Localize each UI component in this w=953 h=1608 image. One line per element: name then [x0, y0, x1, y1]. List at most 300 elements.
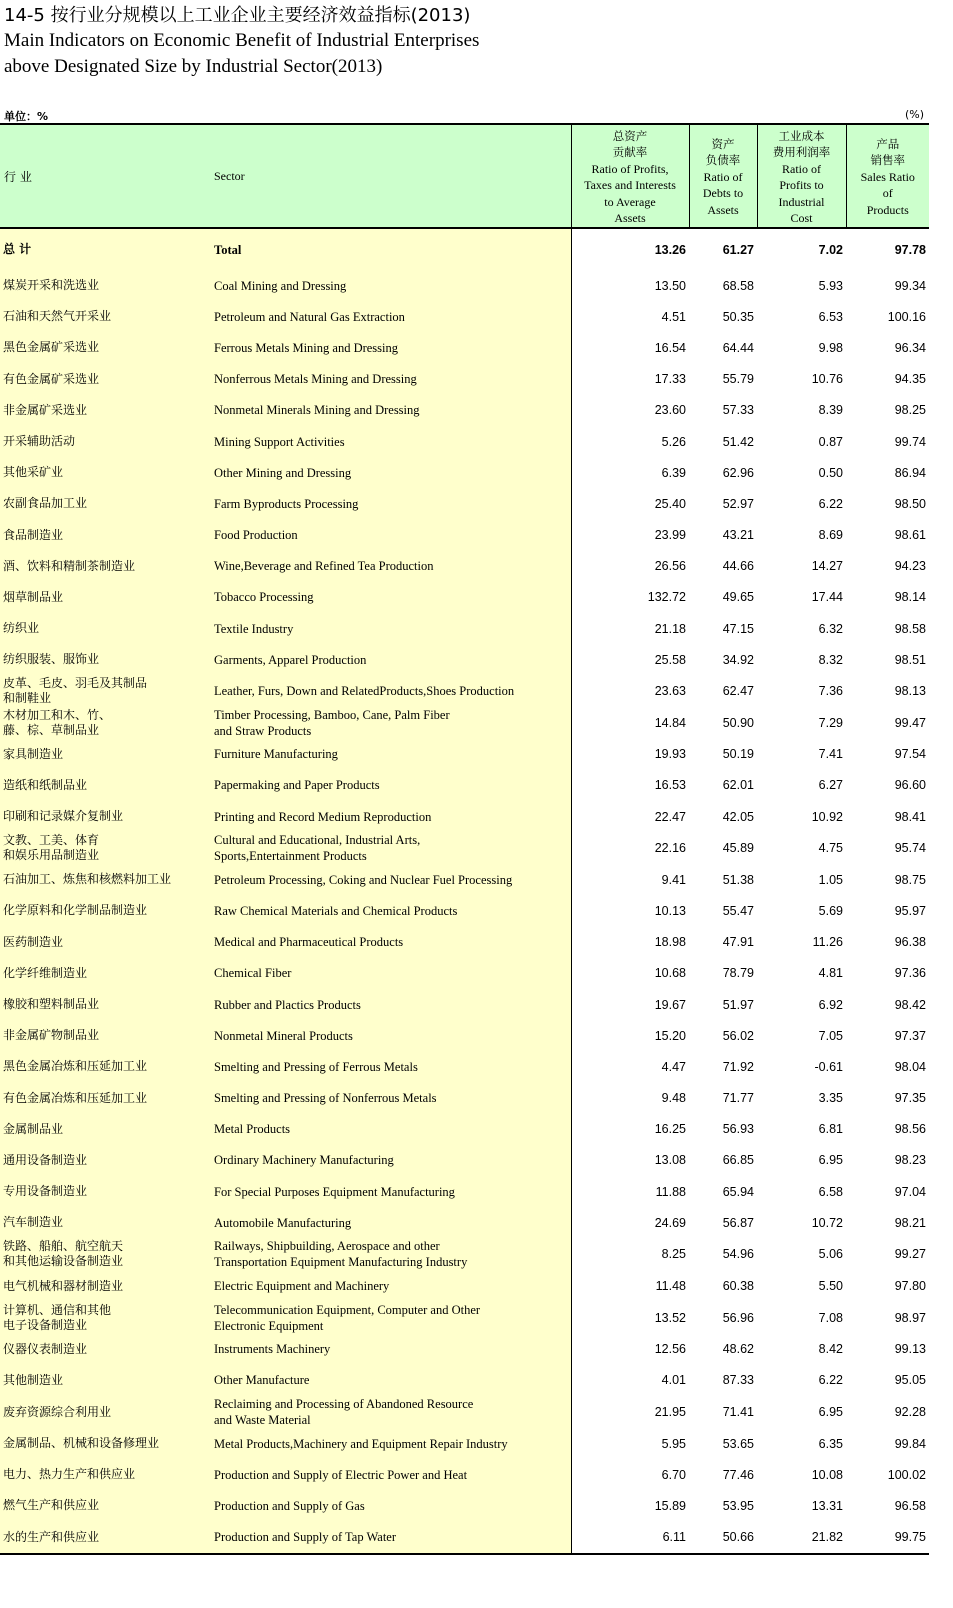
- table-row: [0, 1176, 929, 1207]
- table-row: [0, 301, 929, 332]
- sector-name-cn: 通用设备制造业: [0, 1145, 210, 1176]
- title-block: [4, 4, 479, 80]
- total-assets-contribution-value: 4.47: [661, 1059, 686, 1074]
- sector-name-cn: 铁路、船舶、航空航天 和其他运输设备制造业: [0, 1238, 210, 1270]
- sales-ratio-value: 99.13: [894, 1342, 926, 1357]
- sales-ratio-value: 97.04: [894, 1184, 926, 1199]
- profit-cost-ratio-value: 10.76: [811, 372, 843, 387]
- total-assets-contribution-value: 6.39: [661, 465, 686, 480]
- table-row: [0, 457, 929, 488]
- table-row: [0, 395, 929, 426]
- sector-name-cn: 纺织服装、服饰业: [0, 644, 210, 675]
- sales-ratio-value: 98.25: [894, 403, 926, 418]
- sector-name-cn: 燃气生产和供应业: [0, 1490, 210, 1521]
- profit-cost-ratio-value: 6.81: [818, 1122, 843, 1137]
- debt-ratio-value: 51.38: [722, 872, 754, 887]
- page-title-en-line2: above Designated Size by Industrial Sector(2013): [4, 56, 383, 77]
- table-row: [0, 1083, 929, 1114]
- unit-label-en: (%): [904, 108, 924, 121]
- debt-ratio-value: 68.58: [722, 278, 754, 293]
- profit-cost-ratio-value: -0.61: [814, 1059, 843, 1074]
- sector-name-cn: 非金属矿物制品业: [0, 1020, 210, 1051]
- total-assets-contribution-value: 23.60: [654, 403, 686, 418]
- total-assets-contribution-value: 24.69: [654, 1215, 686, 1230]
- total-assets-contribution-value: 25.58: [654, 652, 686, 667]
- sector-name-cn: 有色金属冶炼和压延加工业: [0, 1083, 210, 1114]
- total-assets-contribution-value: 19.93: [654, 747, 686, 762]
- debt-ratio-value: 52.97: [722, 496, 754, 511]
- table-row: [0, 364, 929, 395]
- sector-name-cn: 化学纤维制造业: [0, 958, 210, 989]
- table-row: [0, 1365, 929, 1396]
- total-assets-contribution-value: 14.84: [654, 715, 686, 730]
- table-row: [0, 707, 929, 739]
- total-assets-contribution-value: 9.48: [661, 1091, 686, 1106]
- debt-ratio-value: 57.33: [722, 403, 754, 418]
- sector-name-cn: 开采辅助活动: [0, 426, 210, 457]
- sector-name-cn: 纺织业: [0, 613, 210, 644]
- sales-ratio-value: 98.04: [894, 1059, 926, 1074]
- debt-ratio-value: 56.02: [722, 1028, 754, 1043]
- table-row: [0, 1334, 929, 1365]
- sales-ratio-value: 98.13: [894, 684, 926, 699]
- header-sales-ratio: [846, 124, 929, 228]
- sector-name-en: Metal Products: [210, 1114, 571, 1145]
- table-row: [0, 675, 929, 706]
- debt-ratio-value: 62.47: [722, 684, 754, 699]
- sector-name-cn: 电力、热力生产和供应业: [0, 1459, 210, 1490]
- debt-ratio-value: 87.33: [722, 1373, 754, 1388]
- profit-cost-ratio-value: 6.95: [818, 1405, 843, 1419]
- table-row: [0, 1020, 929, 1051]
- sector-name-en: Textile Industry: [210, 613, 571, 644]
- profit-cost-ratio-value: 5.69: [818, 903, 843, 918]
- header-sector-en: Sector: [210, 124, 571, 228]
- sector-name-cn: 印刷和记录媒介复制业: [0, 801, 210, 832]
- sector-name-en: Printing and Record Medium Reproduction: [210, 801, 571, 832]
- sector-name-en: Petroleum and Natural Gas Extraction: [210, 301, 571, 332]
- profit-cost-ratio-value: 17.44: [811, 590, 843, 605]
- profit-cost-ratio-value: 1.05: [818, 872, 843, 887]
- debt-ratio-value: 53.95: [722, 1498, 754, 1513]
- total-assets-contribution-value: 10.68: [654, 966, 686, 981]
- table-row: [0, 927, 929, 958]
- profit-cost-ratio-value: 7.08: [818, 1310, 843, 1325]
- sector-name-en: Papermaking and Paper Products: [210, 770, 571, 801]
- sector-name-en: Production and Supply of Electric Power and Heat: [210, 1459, 571, 1490]
- unit-label: 单位：%: [4, 110, 49, 123]
- header-col1-en: Ratio of Profits, Taxes and Interests to Average Assets: [584, 161, 676, 225]
- total-assets-contribution-value: 23.63: [654, 684, 686, 699]
- debt-ratio-value: 71.41: [722, 1405, 754, 1419]
- table-row: [0, 864, 929, 895]
- table-row: [0, 1428, 929, 1459]
- sector-name-en: Medical and Pharmaceutical Products: [210, 927, 571, 958]
- debt-ratio-value: 50.19: [722, 747, 754, 762]
- profit-cost-ratio-value: 6.58: [818, 1184, 843, 1199]
- profit-cost-ratio-value: 10.08: [811, 1467, 843, 1482]
- sector-name-cn: 黑色金属矿采选业: [0, 332, 210, 363]
- debt-ratio-value: 64.44: [722, 340, 754, 355]
- sales-ratio-value: 98.23: [894, 1153, 926, 1168]
- table-row: [0, 228, 929, 270]
- header-debt-ratio: [689, 124, 757, 228]
- sales-ratio-value: 98.42: [894, 997, 926, 1012]
- sector-name-cn: 水的生产和供应业: [0, 1522, 210, 1554]
- total-assets-contribution-value: 4.51: [661, 309, 686, 324]
- profit-cost-ratio-value: 21.82: [757, 1522, 846, 1554]
- sales-ratio-value: 94.23: [894, 559, 926, 574]
- sector-name-cn: 有色金属矿采选业: [0, 364, 210, 395]
- sector-name-en: Farm Byproducts Processing: [210, 488, 571, 519]
- sector-name-en: Metal Products,Machinery and Equipment Repair Industry: [210, 1428, 571, 1459]
- sector-name-en: Other Manufacture: [210, 1365, 571, 1396]
- sales-ratio-value: 99.27: [894, 1247, 926, 1262]
- total-assets-contribution-value: 22.47: [654, 809, 686, 824]
- sector-name-en: Leather, Furs, Down and RelatedProducts,Shoes Production: [210, 675, 571, 706]
- sector-name-en: Tobacco Processing: [210, 582, 571, 613]
- page-title-en-line1: Main Indicators on Economic Benefit of Industrial Enterprises: [4, 30, 480, 51]
- profit-cost-ratio-value: 7.29: [818, 715, 843, 730]
- sales-ratio-value: 96.60: [894, 778, 926, 793]
- sector-name-cn: 农副食品加工业: [0, 488, 210, 519]
- debt-ratio-value: 66.85: [722, 1153, 754, 1168]
- debt-ratio-value: 44.66: [722, 559, 754, 574]
- sector-name-en: Electric Equipment and Machinery: [210, 1270, 571, 1301]
- total-assets-contribution-value: 5.95: [661, 1436, 686, 1451]
- sector-name-cn: 煤炭开采和洗选业: [0, 270, 210, 301]
- table-row: [0, 270, 929, 301]
- sector-name-cn: 其他采矿业: [0, 457, 210, 488]
- sales-ratio-value: 97.80: [894, 1279, 926, 1294]
- header-col3-en: Ratio of Profits to Industrial Cost: [778, 161, 825, 225]
- profit-cost-ratio-value: 6.22: [818, 1373, 843, 1388]
- profit-cost-ratio-value: 7.41: [818, 747, 843, 762]
- sales-ratio-value: 100.02: [887, 1467, 926, 1482]
- profit-cost-ratio-value: 8.32: [818, 652, 843, 667]
- total-assets-contribution-value: 13.08: [654, 1153, 686, 1168]
- sector-name-cn: 其他制造业: [0, 1365, 210, 1396]
- sector-name-en: Coal Mining and Dressing: [210, 270, 571, 301]
- sales-ratio-value: 99.47: [894, 715, 926, 730]
- profit-cost-ratio-value: 8.42: [818, 1342, 843, 1357]
- table-row: [0, 1302, 929, 1334]
- header-total-assets-contribution: [571, 124, 689, 228]
- debt-ratio-value: 50.35: [722, 309, 754, 324]
- table-row: [0, 895, 929, 926]
- header-col2-cn: 资产 负债率: [705, 136, 741, 168]
- sector-name-en: Chemical Fiber: [210, 958, 571, 989]
- sector-name-cn: 金属制品、机械和设备修理业: [0, 1428, 210, 1459]
- profit-cost-ratio-value: 13.31: [811, 1498, 843, 1513]
- debt-ratio-value: 47.15: [722, 621, 754, 636]
- profit-cost-ratio-value: 4.75: [818, 841, 843, 856]
- total-assets-contribution-value: 25.40: [654, 496, 686, 511]
- debt-ratio-value: 56.87: [722, 1215, 754, 1230]
- header-sector-cn: 行 业: [0, 124, 210, 228]
- sector-name-en: Other Mining and Dressing: [210, 457, 571, 488]
- sector-name-cn: 电气机械和器材制造业: [0, 1270, 210, 1301]
- total-assets-contribution-value: 23.99: [654, 528, 686, 543]
- sales-ratio-value: 98.50: [894, 496, 926, 511]
- table-row: [0, 613, 929, 644]
- debt-ratio-value: 34.92: [722, 652, 754, 667]
- sales-ratio-value: 96.38: [894, 935, 926, 950]
- table-row: [0, 989, 929, 1020]
- sector-name-en: Cultural and Educational, Industrial Arts, Sports,Entertainment Products: [210, 832, 571, 864]
- table-row: [0, 488, 929, 519]
- sector-name-en: Petroleum Processing, Coking and Nuclear Fuel Processing: [210, 864, 571, 895]
- sector-name-en: Ferrous Metals Mining and Dressing: [210, 332, 571, 363]
- table-row: [0, 644, 929, 675]
- sector-name-cn: 家具制造业: [0, 739, 210, 770]
- table-row: [0, 1270, 929, 1301]
- table-row: [0, 520, 929, 551]
- profit-cost-ratio-value: 11.26: [812, 935, 843, 950]
- total-assets-contribution-value: 12.56: [654, 1342, 686, 1357]
- table-row: [0, 832, 929, 864]
- profit-cost-ratio-value: 7.36: [818, 684, 843, 699]
- sector-name-cn: 烟草制品业: [0, 582, 210, 613]
- sales-ratio-value: 98.97: [894, 1310, 926, 1325]
- sector-name-en: Smelting and Pressing of Nonferrous Metals: [210, 1083, 571, 1114]
- sector-name-en: Wine,Beverage and Refined Tea Production: [210, 551, 571, 582]
- sector-name-en: Smelting and Pressing of Ferrous Metals: [210, 1051, 571, 1082]
- sector-name-cn: 皮革、毛皮、羽毛及其制品 和制鞋业: [0, 675, 210, 706]
- sales-ratio-value: 96.34: [894, 340, 926, 355]
- sector-name-en: Nonmetal Mineral Products: [210, 1020, 571, 1051]
- sales-ratio-value: 94.35: [894, 372, 926, 387]
- table-row: [0, 426, 929, 457]
- total-assets-contribution-value: 18.98: [654, 935, 686, 950]
- header-col3-cn: 工业成本 费用利润率: [772, 128, 831, 159]
- sales-ratio-value: 99.74: [894, 434, 926, 449]
- debt-ratio-value: 65.94: [722, 1184, 754, 1199]
- sales-ratio-value: 92.28: [894, 1405, 926, 1419]
- debt-ratio-value: 54.96: [722, 1247, 754, 1262]
- sales-ratio-value: 95.74: [894, 841, 926, 856]
- header-col4-cn: 产品 销售率: [870, 136, 905, 168]
- table-row: [0, 332, 929, 363]
- sales-ratio-value: 98.58: [894, 621, 926, 636]
- total-assets-contribution-value: 13.26: [654, 242, 686, 257]
- sales-ratio-value: 95.05: [894, 1373, 926, 1388]
- profit-cost-ratio-value: 0.87: [818, 434, 843, 449]
- total-assets-contribution-value: 16.25: [654, 1122, 686, 1137]
- sales-ratio-value: 96.58: [894, 1498, 926, 1513]
- sector-name-en: Ordinary Machinery Manufacturing: [210, 1145, 571, 1176]
- sales-ratio-value: 95.97: [894, 903, 926, 918]
- sector-name-en: Mining Support Activities: [210, 426, 571, 457]
- profit-cost-ratio-value: 6.27: [818, 778, 843, 793]
- sector-name-cn: 石油加工、炼焦和核燃料加工业: [0, 864, 210, 895]
- sector-name-en: Timber Processing, Bamboo, Cane, Palm Fiber and Straw Products: [210, 707, 571, 739]
- sector-name-cn: 非金属矿采选业: [0, 395, 210, 426]
- debt-ratio-value: 53.65: [722, 1436, 754, 1451]
- header-col4-en: Sales Ratio of Products: [860, 169, 915, 217]
- header-col2-en: Ratio of Debts to Assets: [702, 169, 744, 217]
- sector-name-cn: 石油和天然气开采业: [0, 301, 210, 332]
- total-assets-contribution-value: 6.70: [661, 1467, 686, 1482]
- total-assets-contribution-value: 16.54: [654, 340, 686, 355]
- debt-ratio-value: 43.21: [722, 528, 754, 543]
- table-row: [0, 770, 929, 801]
- sector-name-en: Furniture Manufacturing: [210, 739, 571, 770]
- sector-name-en: Automobile Manufacturing: [210, 1207, 571, 1238]
- sector-name-cn: 仪器仪表制造业: [0, 1334, 210, 1365]
- profit-cost-ratio-value: 7.05: [818, 1028, 843, 1043]
- table-row: [0, 1051, 929, 1082]
- sales-ratio-value: 99.75: [846, 1522, 929, 1554]
- total-assets-contribution-value: 22.16: [654, 841, 686, 856]
- table-row: [0, 1459, 929, 1490]
- debt-ratio-value: 48.62: [722, 1342, 754, 1357]
- sector-name-cn: 金属制品业: [0, 1114, 210, 1145]
- profit-cost-ratio-value: 6.95: [818, 1153, 843, 1168]
- sector-name-en: Rubber and Plactics Products: [210, 989, 571, 1020]
- table-row: [0, 582, 929, 613]
- sales-ratio-value: 98.61: [894, 528, 926, 543]
- debt-ratio-value: 45.89: [722, 841, 754, 856]
- total-assets-contribution-value: 26.56: [654, 559, 686, 574]
- profit-cost-ratio-value: 3.35: [818, 1091, 843, 1106]
- total-assets-contribution-value: 15.89: [654, 1498, 686, 1513]
- profit-cost-ratio-value: 7.02: [818, 242, 843, 257]
- sales-ratio-value: 86.94: [894, 465, 926, 480]
- profit-cost-ratio-value: 8.69: [818, 528, 843, 543]
- sales-ratio-value: 97.35: [894, 1091, 926, 1106]
- sector-name-cn: 总 计: [0, 228, 210, 270]
- table-row: [0, 801, 929, 832]
- debt-ratio-value: 50.66: [689, 1522, 757, 1554]
- total-assets-contribution-value: 11.88: [655, 1184, 686, 1199]
- debt-ratio-value: 77.46: [722, 1467, 754, 1482]
- total-assets-contribution-value: 5.26: [661, 434, 686, 449]
- total-assets-contribution-value: 6.11: [571, 1522, 689, 1554]
- profit-cost-ratio-value: 6.32: [818, 621, 843, 636]
- total-assets-contribution-value: 4.01: [661, 1373, 686, 1388]
- total-assets-contribution-value: 17.33: [654, 372, 686, 387]
- table-row: [0, 958, 929, 989]
- profit-cost-ratio-value: 10.92: [811, 809, 843, 824]
- table-row: [0, 1396, 929, 1428]
- sector-name-cn: 酒、饮料和精制茶制造业: [0, 551, 210, 582]
- sector-name-en: Nonmetal Minerals Mining and Dressing: [210, 395, 571, 426]
- indicator-table-wrapper: [0, 123, 929, 1555]
- sector-name-cn: 汽车制造业: [0, 1207, 210, 1238]
- indicator-table: [0, 123, 929, 1555]
- sector-name-en: Food Production: [210, 520, 571, 551]
- profit-cost-ratio-value: 6.35: [818, 1436, 843, 1451]
- debt-ratio-value: 60.38: [722, 1279, 754, 1294]
- total-assets-contribution-value: 13.52: [654, 1310, 686, 1325]
- sales-ratio-value: 98.41: [894, 809, 926, 824]
- sales-ratio-value: 100.16: [887, 309, 926, 324]
- profit-cost-ratio-value: 0.50: [818, 465, 843, 480]
- table-row: [0, 1114, 929, 1145]
- table-row: [0, 1145, 929, 1176]
- profit-cost-ratio-value: 6.92: [818, 997, 843, 1012]
- sector-name-cn: 废弃资源综合利用业: [0, 1396, 210, 1428]
- table-row: [0, 1238, 929, 1270]
- table-row: [0, 551, 929, 582]
- total-assets-contribution-value: 21.95: [654, 1405, 686, 1419]
- sales-ratio-value: 99.84: [894, 1436, 926, 1451]
- profit-cost-ratio-value: 8.39: [818, 403, 843, 418]
- sector-name-cn: 造纸和纸制品业: [0, 770, 210, 801]
- total-assets-contribution-value: 21.18: [654, 621, 686, 636]
- debt-ratio-value: 51.42: [722, 434, 754, 449]
- sector-name-en: For Special Purposes Equipment Manufacturing: [210, 1176, 571, 1207]
- profit-cost-ratio-value: 4.81: [818, 966, 843, 981]
- sector-name-en: Reclaiming and Processing of Abandoned Resource and Waste Material: [210, 1396, 571, 1428]
- debt-ratio-value: 62.01: [722, 778, 754, 793]
- table-body: [0, 228, 929, 1554]
- sector-name-en: Production and Supply of Gas: [210, 1490, 571, 1521]
- sector-name-cn: 橡胶和塑料制品业: [0, 989, 210, 1020]
- sector-name-cn: 化学原料和化学制品制造业: [0, 895, 210, 926]
- total-assets-contribution-value: 132.72: [647, 590, 686, 605]
- profit-cost-ratio-value: 5.93: [818, 278, 843, 293]
- debt-ratio-value: 50.90: [722, 715, 754, 730]
- sector-name-cn: 专用设备制造业: [0, 1176, 210, 1207]
- sector-name-cn: 计算机、通信和其他 电子设备制造业: [0, 1302, 210, 1334]
- profit-cost-ratio-value: 14.27: [811, 559, 843, 574]
- sales-ratio-value: 97.54: [894, 747, 926, 762]
- profit-cost-ratio-value: 6.53: [818, 309, 843, 324]
- sales-ratio-value: 97.37: [894, 1028, 926, 1043]
- table-row: [0, 1522, 929, 1554]
- debt-ratio-value: 49.65: [722, 590, 754, 605]
- debt-ratio-value: 61.27: [722, 242, 754, 257]
- sector-name-en: Garments, Apparel Production: [210, 644, 571, 675]
- sector-name-en: Railways, Shipbuilding, Aerospace and other Transportation Equipment Manufacturing Industry: [210, 1238, 571, 1270]
- debt-ratio-value: 55.79: [722, 372, 754, 387]
- table-row: [0, 739, 929, 770]
- total-assets-contribution-value: 10.13: [654, 903, 686, 918]
- total-assets-contribution-value: 19.67: [654, 997, 686, 1012]
- sector-name-cn: 黑色金属冶炼和压延加工业: [0, 1051, 210, 1082]
- debt-ratio-value: 78.79: [722, 966, 754, 981]
- table-row: [0, 1207, 929, 1238]
- total-assets-contribution-value: 15.20: [654, 1028, 686, 1043]
- sector-name-en: Production and Supply of Tap Water: [210, 1522, 571, 1554]
- profit-cost-ratio-value: 5.06: [818, 1247, 843, 1262]
- total-assets-contribution-value: 16.53: [654, 778, 686, 793]
- table-row: [0, 1490, 929, 1521]
- debt-ratio-value: 62.96: [722, 465, 754, 480]
- table-header: [0, 124, 929, 228]
- header-profit-cost-ratio: [757, 124, 846, 228]
- total-assets-contribution-value: 11.48: [655, 1279, 686, 1294]
- debt-ratio-value: 55.47: [722, 903, 754, 918]
- sector-name-cn: 木材加工和木、竹、 藤、棕、草制品业: [0, 707, 210, 739]
- sales-ratio-value: 97.78: [894, 242, 926, 257]
- sales-ratio-value: 98.75: [894, 872, 926, 887]
- sector-name-en: Raw Chemical Materials and Chemical Products: [210, 895, 571, 926]
- debt-ratio-value: 56.93: [722, 1122, 754, 1137]
- sector-name-en: Total: [210, 228, 571, 270]
- header-col1-cn: 总资产 贡献率: [612, 128, 648, 159]
- sector-name-en: Telecommunication Equipment, Computer and Other Electronic Equipment: [210, 1302, 571, 1334]
- sales-ratio-value: 98.56: [894, 1122, 926, 1137]
- sales-ratio-value: 99.34: [894, 278, 926, 293]
- debt-ratio-value: 42.05: [722, 809, 754, 824]
- debt-ratio-value: 51.97: [722, 997, 754, 1012]
- sector-name-en: Instruments Machinery: [210, 1334, 571, 1365]
- sales-ratio-value: 98.51: [894, 652, 926, 667]
- total-assets-contribution-value: 9.41: [661, 872, 686, 887]
